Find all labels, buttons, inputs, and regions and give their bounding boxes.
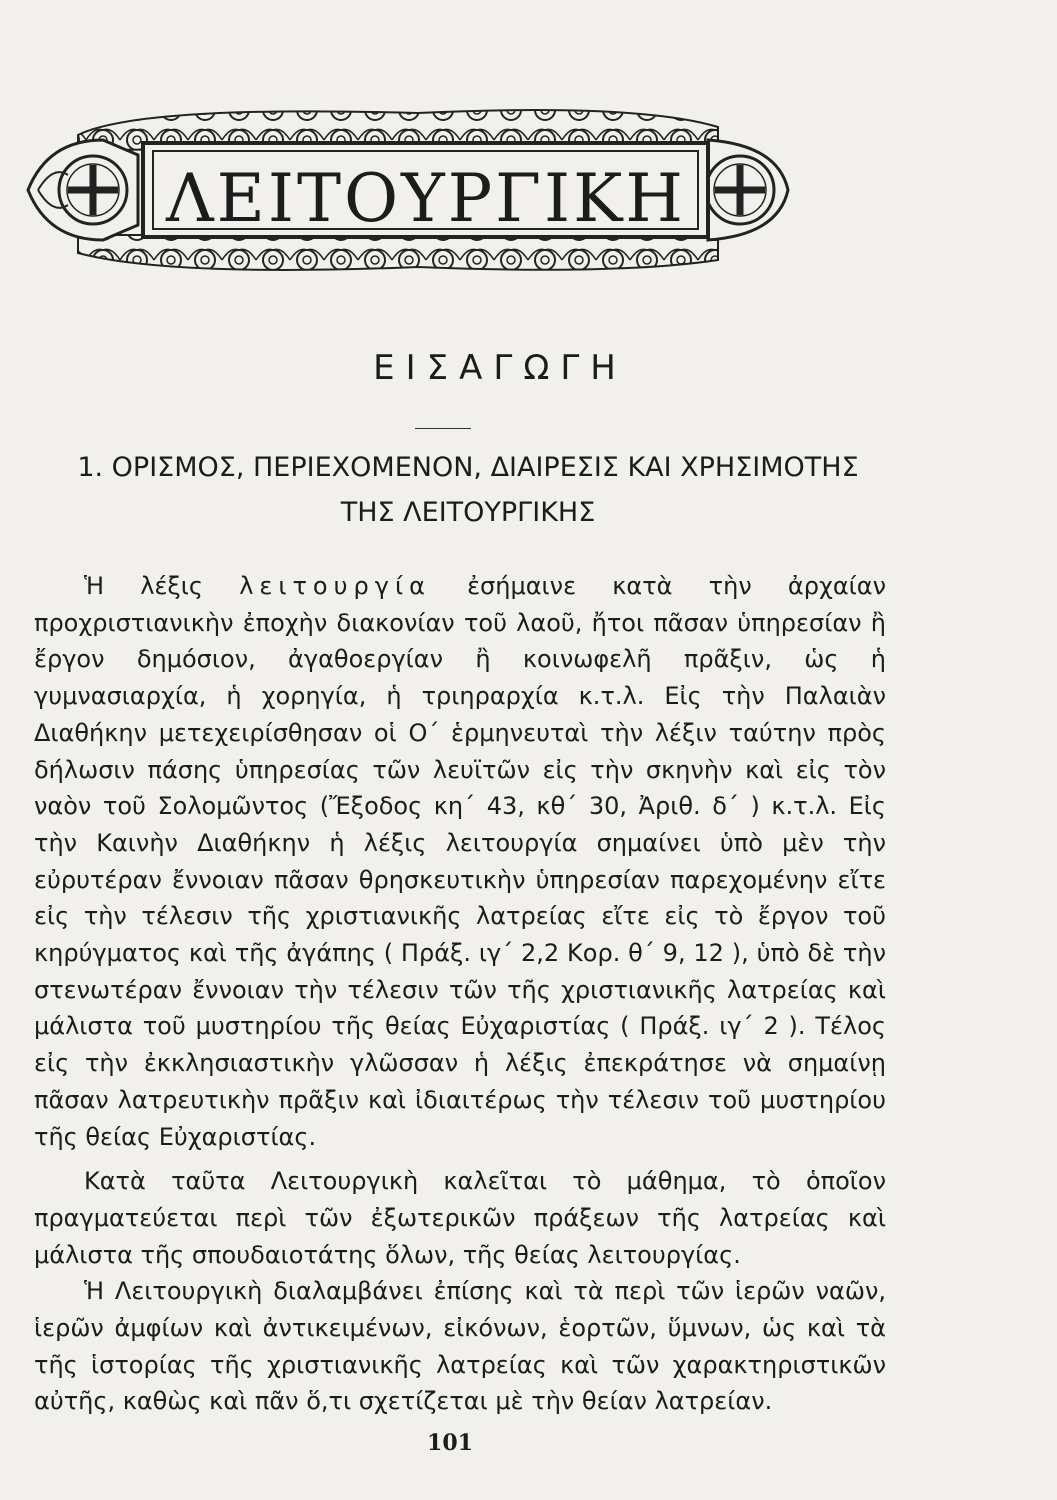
page-number: 101 [427, 1430, 473, 1456]
body-text [34, 568, 886, 1420]
left-cross-medallion-icon [28, 140, 138, 240]
paragraph-2: Κατὰ ταῦτα Λειτουργικὴ καλεῖται τὸ μάθημα, τὸ ὁποῖον πραγματεύεται περὶ τῶν ἐξωτερικῶν πράξεων τῆς λατρείας καὶ μάλιστα τῆς σπουδαιοτάτης ὅλων, τῆς θείας λειτουργίας. [34, 1167, 886, 1269]
ornamental-title-banner [18, 95, 793, 285]
section-heading-line2: ΤΗΣ ΛΕΙΤΟΥΡΓΙΚΗΣ [340, 497, 596, 528]
spaced-term: λειτουργία [239, 572, 431, 600]
section-heading-line1: 1. ΟΡΙΣΜΟΣ, ΠΕΡΙΕΧΟΜΕΝΟΝ, ΔΙΑΙΡΕΣΙΣ ΚΑΙ ΧΡΗΣΙΜΟΤΗΣ [77, 452, 859, 483]
paragraph-1-rest: ἐσήμαινε κατὰ τὴν ἀρχαίαν προχριστιανικὴν ἐποχὴν διακονίαν τοῦ λαοῦ, ἤτοι πᾶσαν ὑπηρεσίαν ἢ ἔργον δημόσιον, ἀγαθοεργίαν ἢ κοινωφελῆ πρᾶξιν, ὡς ἡ γυμνασιαρχία, ἡ χορηγία, ἡ τριηραρχία κ.τ.λ. Εἰς τὴν Παλαιὰν Διαθήκην μετεχειρίσθησαν οἱ Ο΄ ἑρμηνευταὶ τὴν λέξιν ταύτην πρὸς δήλωσιν πάσης ὑπηρεσίας τῶν λευϊτῶν εἰς τὴν σκηνὴν καὶ εἰς τὸν ναὸν τοῦ Σολομῶντος (Ἔξοδος κη΄ 43, κθ΄ 30, Ἀριθ. δ΄ ) κ.τ.λ. Εἰς τὴν Καινὴν Διαθήκην ἡ λέξις λειτουργία σημαίνει ὑπὸ μὲν τὴν εὐρυτέραν ἔννοιαν πᾶσαν θρησκευτικὴν ὑπηρεσίαν παρεχομένην εἴτε εἰς τὴν τέλεσιν τῆς χριστιανικῆς λατρείας εἴτε εἰς τὸ ἔργον τοῦ κηρύγματος καὶ τῆς ἀγάπης ( Πράξ. ιγ΄ 2,2 Κορ. θ΄ 9, 12 ), ὑπὸ δὲ τὴν στενωτέραν ἔννοιαν τὴν τέλεσιν τῶν τῆς χριστιανικῆς λατρείας καὶ μάλιστα τοῦ μυστηρίου τῆς θείας Εὐχαριστίας ( Πράξ. ιγ΄ 2 ). Τέλος εἰς τὴν ἐκκλησιαστικὴν γλῶσσαν ἡ λέξις ἐπεκράτησε νὰ σημαίνῃ πᾶσαν λατρευτικὴν πρᾶξιν καὶ ἰδιαιτέρως τὴν τέλεσιν τοῦ μυστηρίου τῆς θείας Εὐχαριστίας. [34, 572, 886, 1151]
title-divider [415, 428, 471, 429]
intro-title: ΕΙΣΑΓΩΓΗ [373, 348, 627, 388]
section-heading [28, 445, 908, 535]
paragraph-1-start: Ἡ λέξις [84, 572, 240, 600]
paragraph-3: Ἡ Λειτουργικὴ διαλαμβάνει ἐπίσης καὶ τὰ περὶ τῶν ἱερῶν ναῶν, ἱερῶν ἀμφίων καὶ ἀντικειμένων, εἰκόνων, ἑορτῶν, ὕμνων, ὡς καὶ τὰ τῆς ἱστορίας τῆς χριστιανικῆς λατρείας καὶ τῶν χαρακτηριστικῶν αὐτῆς, καθὼς καὶ πᾶν ὅ,τι σχετίζεται μὲ τὴν θείαν λατρείαν. [34, 1277, 886, 1416]
right-cross-medallion-icon [706, 140, 788, 240]
banner-title: ΛΕΙΤΟΥΡΓΙΚΗ [164, 160, 686, 237]
paragraph-1 [34, 568, 886, 1155]
